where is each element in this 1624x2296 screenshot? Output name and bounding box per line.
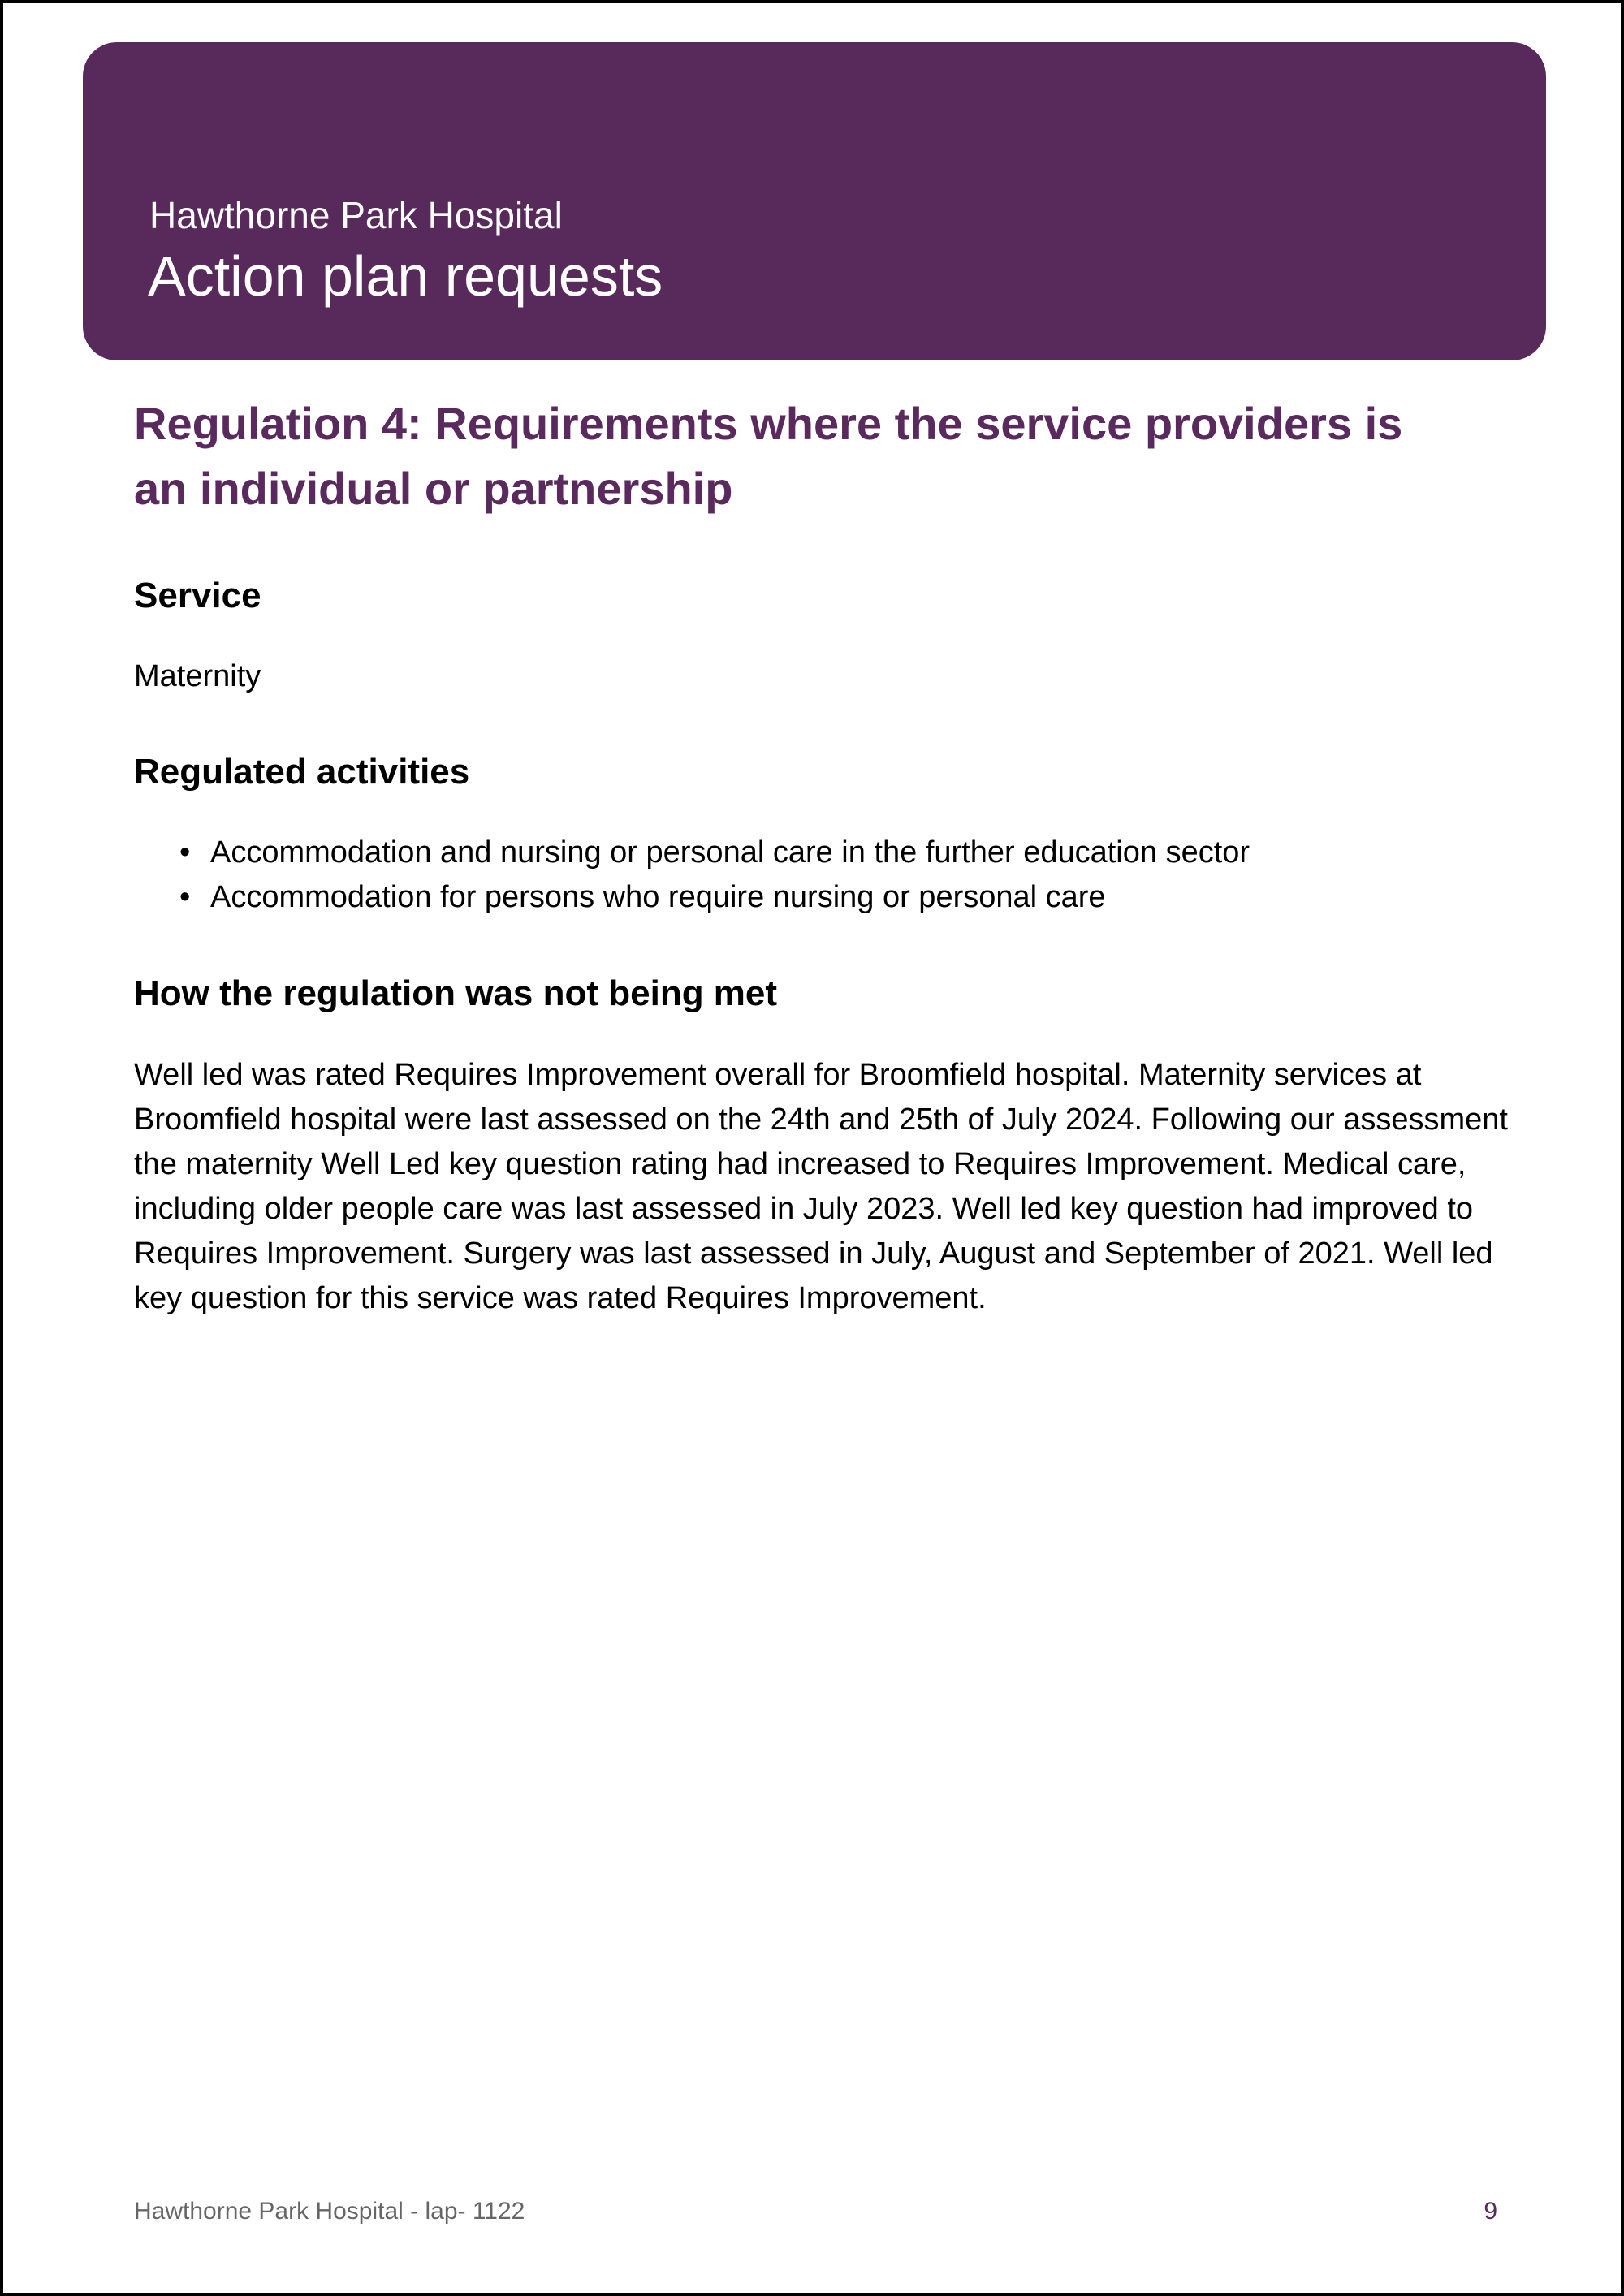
- bullet-icon: •: [179, 835, 191, 870]
- regulation-title: Regulation 4: Requirements where the service providers is an individual or partnership: [134, 398, 1403, 514]
- hospital-name: Hawthorne Park Hospital: [149, 194, 563, 236]
- activity-text: Accommodation and nursing or personal care in the further education sector: [210, 835, 1250, 870]
- service-heading: Service: [134, 576, 261, 615]
- bullet-icon: •: [179, 880, 191, 914]
- activity-text: Accommodation for persons who require nursing or personal care: [210, 880, 1106, 914]
- list-item: [179, 875, 1514, 920]
- page-title: Action plan requests: [148, 244, 663, 308]
- footer-reference: Hawthorne Park Hospital - lap- 1122: [134, 2198, 525, 2225]
- not-met-paragraph: Well led was rated Requires Improvement overall for Broomfield hospital. Maternity services at Broomfield hospital were last assessed on the 24th and 25th of July 2024. Following our assessment the maternity Well Led key question rating had increased to Requires Improvement. Medical care, including older people care was last assessed in July 2023. Well led key question had improved to Requires Improvement. Surgery was last assessed in July, August and September of 2021. Well led key question for this service was rated Requires Improvement.: [134, 1058, 1508, 1315]
- not-met-heading: How the regulation was not being met: [134, 973, 778, 1013]
- regulated-activities-list: [134, 831, 1514, 920]
- page-number: 9: [1484, 2198, 1497, 2225]
- main-content: [134, 391, 1514, 1321]
- regulated-activities-heading: Regulated activities: [134, 752, 470, 792]
- header-banner: [83, 42, 1546, 360]
- service-value: Maternity: [134, 659, 261, 693]
- list-item: [179, 831, 1514, 875]
